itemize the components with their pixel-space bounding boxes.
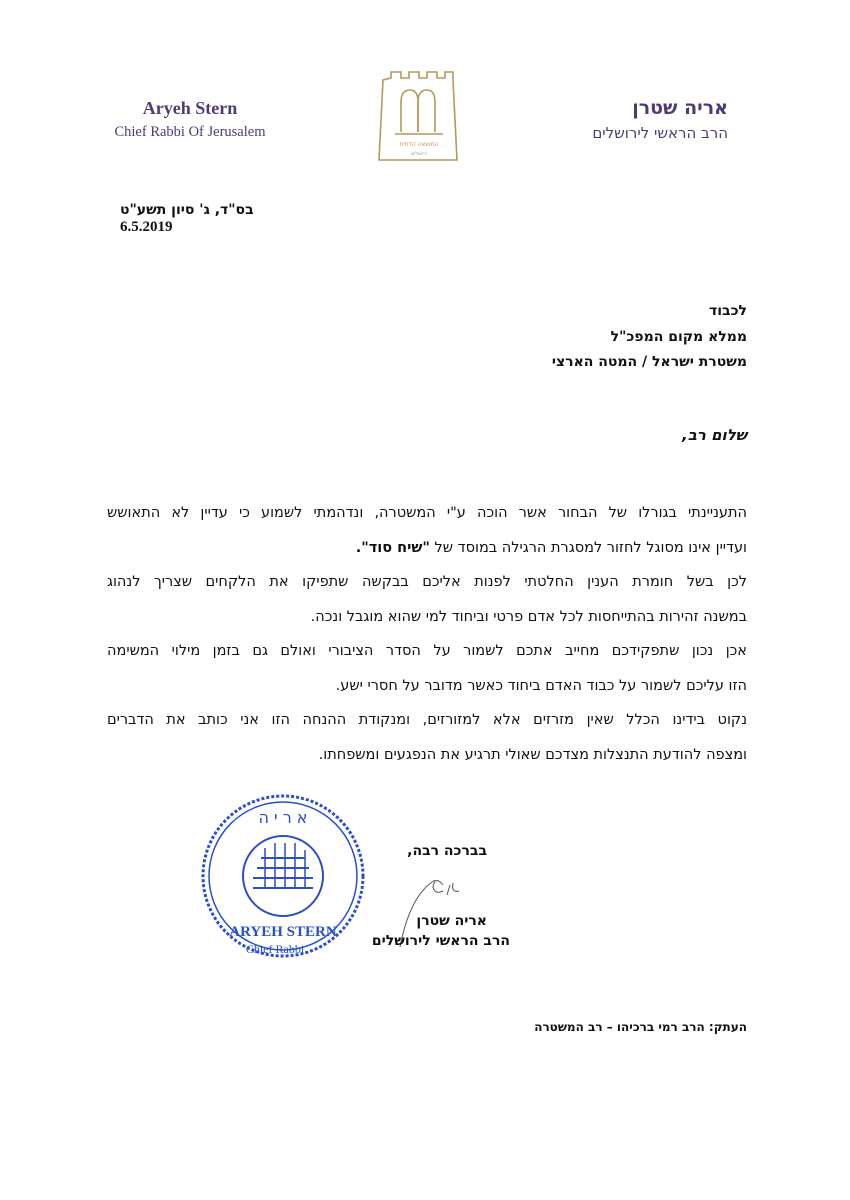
body-line: לכן בשל חומרת הענין החלטתי לפנות אליכם בבקשה שתפיקו את הלקחים שצריך לנהוג bbox=[107, 574, 747, 590]
hebrew-date: בס"ד, ג' סיון תשע"ט bbox=[120, 202, 254, 218]
official-stamp bbox=[195, 788, 375, 963]
religious-council-logo bbox=[375, 70, 465, 165]
closing-name: אריה שטרן bbox=[416, 913, 487, 929]
closing-title: הרב הראשי לירושלים bbox=[371, 933, 510, 949]
svg-text:Chief Rabbi: Chief Rabbi bbox=[245, 942, 305, 956]
letterhead-title-he: הרב הראשי לירושלים bbox=[592, 124, 728, 142]
gregorian-date: 6.5.2019 bbox=[120, 219, 173, 235]
closing-blessing: בברכה רבה, bbox=[407, 843, 487, 859]
body-line: אכן נכון שתפקידכם מחייב אתכם לשמור על הסדר הציבורי ואולם גם בזמן מילוי המשימה bbox=[107, 643, 747, 659]
svg-text:המועצה הדתית: המועצה הדתית bbox=[399, 141, 439, 148]
body-line: הזו עליכם לשמור על כבוד האדם ביחוד כאשר מדובר על חסרי ישע. bbox=[335, 678, 747, 694]
letterhead-name-en: Aryeh Stern bbox=[142, 98, 238, 118]
body-line: ומצפה להודעת התנצלות מצדכם שאולי תרגיע את הנפגעים ומשפחתו. bbox=[318, 747, 747, 763]
svg-text:ירושלים: ירושלים bbox=[410, 151, 428, 157]
recipient-line: לכבוד bbox=[709, 303, 747, 319]
carbon-copy-line: העתק: הרב רמי ברכיהו – רב המשטרה bbox=[534, 1020, 747, 1034]
body-line: במשנה זהירות בהתייחסות לכל אדם פרטי וביחוד למי שהוא מוגבל ונכה. bbox=[310, 609, 747, 625]
recipient-line: ממלא מקום המפכ"ל bbox=[610, 329, 747, 345]
institution-name: "שיח סוד". bbox=[355, 540, 430, 556]
svg-text:א ר י ה: א ר י ה bbox=[258, 808, 308, 827]
letterhead-name-he: אריה שטרן bbox=[632, 97, 728, 119]
body-line: נקוט בידינו הכלל שאין מזרזים אלא למזורזים, ומנקודת ההנחה הזו אני כותב את הדברים bbox=[107, 712, 747, 728]
greeting: שלום רב, bbox=[682, 426, 747, 444]
letterhead-title-en: Chief Rabbi Of Jerusalem bbox=[114, 124, 266, 140]
svg-text:ARYEH STERN: ARYEH STERN bbox=[229, 924, 337, 940]
body-line: התעניינתי בגורלו של הבחור אשר הוכה ע"י המשטרה, ונדהמתי לשמוע כי עדיין לא התאושש bbox=[107, 505, 747, 521]
recipient-line: משטרת ישראל / המטה הארצי bbox=[551, 354, 747, 370]
body-line bbox=[107, 540, 747, 556]
body-line-text: ועדיין אינו מסוגל לחזור למסגרת הרגילה במוסד של bbox=[429, 540, 747, 556]
